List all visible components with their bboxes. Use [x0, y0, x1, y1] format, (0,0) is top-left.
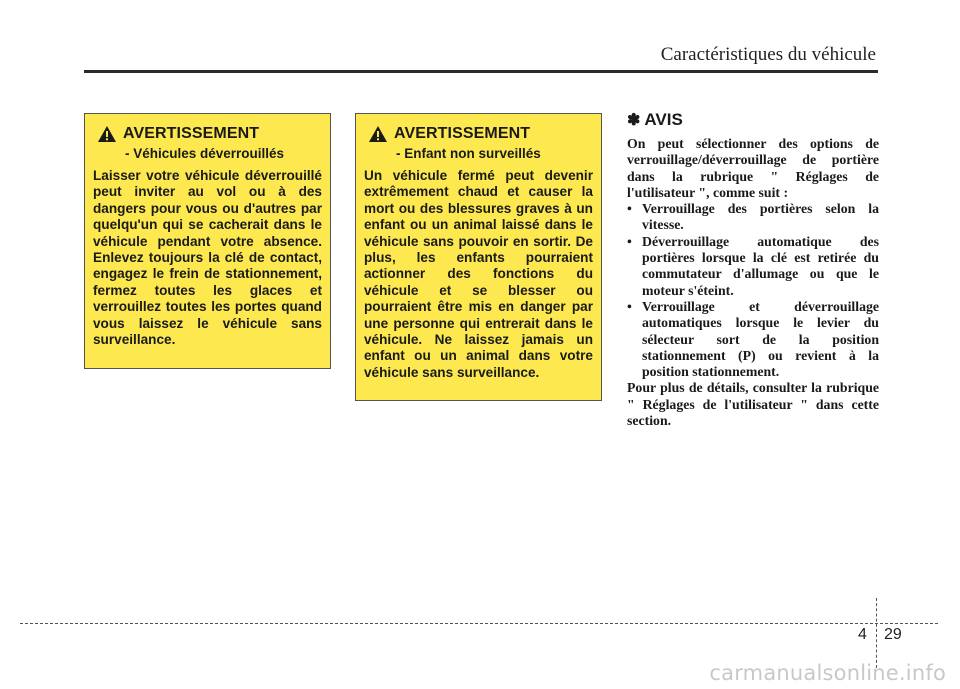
bullet-icon: • [627, 298, 632, 314]
header-rule [84, 70, 878, 73]
warning-title: AVERTISSEMENT [394, 125, 531, 142]
warning-box-unlocked-vehicles [84, 113, 331, 369]
watermark: carmanualsonline.info [709, 661, 946, 685]
notice-heading [627, 110, 879, 130]
warning-header [368, 124, 593, 144]
notice-intro: On peut sélectionner des options de verrouillage/déverrouillage de portière dans la rubrique " Réglages de l'utilisateur ", comme suit : [627, 136, 879, 200]
bullet-icon: • [627, 201, 632, 217]
list-item: • Déverrouillage automatique des portières lorsque la clé est retirée du commutateur d'allumage ou que le moteur s'éteint. [627, 233, 879, 298]
warning-subtitle: - Enfant non surveillés [396, 146, 541, 161]
header-title: Caractéristiques du véhicule [660, 44, 876, 65]
list-item: • Verrouillage des portières selon la vitesse. [627, 201, 879, 233]
warning-body: Laisser votre véhicule déverrouillé peut inviter au vol ou à des dangers pour vous ou d'autres par quelqu'un qui se cacherait dans le véhicule pendant votre absence. Enlevez toujours la clé de contact, engagez le frein de stationnement, fermez toutes les glaces et verrouillez toutes les portes quand vous laissez le véhicule sans surveillance. [93, 168, 322, 348]
warning-header [97, 124, 322, 144]
warning-box-unattended-children [355, 113, 602, 401]
notice-list [627, 201, 879, 380]
warning-title: AVERTISSEMENT [123, 125, 260, 142]
asterisk-icon: ✽ [627, 112, 641, 129]
notice-section [627, 110, 879, 429]
warning-body: Un véhicule fermé peut devenir extrêmement chaud et causer la mort ou des blessures graves à un enfant ou un animal laissé dans le véhicule sans pouvoir en sortir. De plus, les enfants pourraient actionner des fonctions du véhicule et se blesser ou pourraient être mis en danger par une personne qui entrerait dans le véhicule. Ne laissez jamais un enfant ou un animal dans votre véhicule sans surveillance. [364, 168, 593, 380]
list-item: • Verrouillage et déverrouillage automatiques lorsque le levier du sélecteur sort de la position stationnement (P) ou revient à la position stationnement. [627, 298, 879, 380]
notice-outro: Pour plus de détails, consulter la rubrique " Réglages de l'utilisateur " dans cette section. [627, 380, 879, 429]
warning-triangle-icon [368, 125, 388, 143]
footer-divider [876, 598, 877, 668]
footer-rule [20, 623, 938, 624]
page-number: 29 [884, 626, 902, 643]
chapter-number: 4 [858, 626, 867, 643]
warning-triangle-icon [97, 125, 117, 143]
notice-title: AVIS [644, 110, 683, 129]
warning-subtitle: - Véhicules déverrouillés [125, 146, 285, 161]
bullet-icon: • [627, 233, 632, 249]
